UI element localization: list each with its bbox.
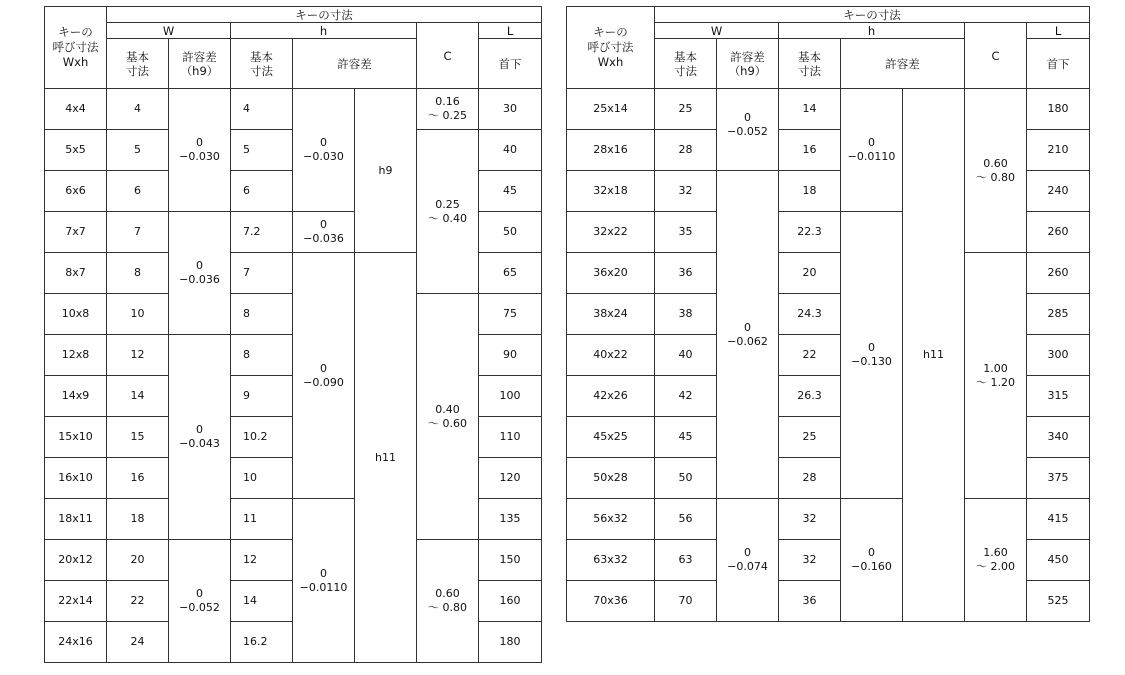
cell-c: 0.40 ～ 0.60	[417, 294, 479, 540]
header-w-basic: 基本 寸法	[107, 39, 169, 89]
cell-w: 4	[107, 89, 169, 130]
header-key-dims: キーの寸法	[655, 7, 1090, 23]
cell-l: 375	[1027, 458, 1090, 499]
cell-h: 5	[231, 130, 293, 171]
cell-l: 50	[479, 212, 542, 253]
cell-h: 11	[231, 499, 293, 540]
table-row	[567, 253, 1090, 294]
cell-l: 525	[1027, 581, 1090, 622]
header-h: h	[779, 23, 965, 39]
cell-h: 22	[779, 335, 841, 376]
cell-l: 160	[479, 581, 542, 622]
cell-wxh: 36x20	[567, 253, 655, 294]
cell-w-tol: 0 −0.052	[717, 89, 779, 171]
cell-l: 415	[1027, 499, 1090, 540]
cell-w-tol: 0 −0.074	[717, 499, 779, 622]
header-key-nominal: キーの 呼び寸法 Wxh	[567, 7, 655, 89]
cell-wxh: 15x10	[45, 417, 107, 458]
cell-wxh: 32x22	[567, 212, 655, 253]
cell-wxh: 38x24	[567, 294, 655, 335]
header-w-tol: 許容差 （h9）	[169, 39, 231, 89]
cell-l: 65	[479, 253, 542, 294]
cell-c: 1.60 ～ 2.00	[965, 499, 1027, 622]
header-c: C	[417, 23, 479, 89]
cell-w: 50	[655, 458, 717, 499]
cell-l: 150	[479, 540, 542, 581]
cell-w: 12	[107, 335, 169, 376]
cell-h: 8	[231, 294, 293, 335]
cell-h: 10.2	[231, 417, 293, 458]
cell-h: 16	[779, 130, 841, 171]
cell-h: 18	[779, 171, 841, 212]
cell-w: 6	[107, 171, 169, 212]
cell-h: 32	[779, 540, 841, 581]
header-w: W	[107, 23, 231, 39]
cell-w: 36	[655, 253, 717, 294]
header-key-dims: キーの寸法	[107, 7, 542, 23]
cell-l: 450	[1027, 540, 1090, 581]
cell-wxh: 10x8	[45, 294, 107, 335]
table-row	[567, 89, 1090, 130]
cell-w: 15	[107, 417, 169, 458]
cell-wxh: 40x22	[567, 335, 655, 376]
cell-w: 18	[107, 499, 169, 540]
cell-l: 135	[479, 499, 542, 540]
cell-h: 10	[231, 458, 293, 499]
key-dimension-table-right	[566, 6, 1090, 622]
header-h: h	[231, 23, 417, 39]
cell-w: 28	[655, 130, 717, 171]
cell-w: 35	[655, 212, 717, 253]
cell-h: 8	[231, 335, 293, 376]
cell-wxh: 18x11	[45, 499, 107, 540]
cell-wxh: 45x25	[567, 417, 655, 458]
cell-l: 260	[1027, 253, 1090, 294]
cell-l: 285	[1027, 294, 1090, 335]
cell-l: 210	[1027, 130, 1090, 171]
header-h-basic: 基本 寸法	[779, 39, 841, 89]
cell-w: 42	[655, 376, 717, 417]
cell-wxh: 6x6	[45, 171, 107, 212]
cell-h-class: h11	[903, 89, 965, 622]
cell-w: 38	[655, 294, 717, 335]
cell-c: 1.00 ～ 1.20	[965, 253, 1027, 499]
cell-w-tol: 0 −0.043	[169, 335, 231, 540]
table-row	[45, 89, 542, 130]
cell-c: 0.25 ～ 0.40	[417, 130, 479, 294]
cell-wxh: 50x28	[567, 458, 655, 499]
cell-wxh: 7x7	[45, 212, 107, 253]
cell-c: 0.60 ～ 0.80	[965, 89, 1027, 253]
cell-h: 14	[779, 89, 841, 130]
cell-h: 32	[779, 499, 841, 540]
cell-w: 70	[655, 581, 717, 622]
header-w-tol: 許容差 （h9）	[717, 39, 779, 89]
header-key-nominal: キーの 呼び寸法 Wxh	[45, 7, 107, 89]
cell-h: 26.3	[779, 376, 841, 417]
cell-l: 340	[1027, 417, 1090, 458]
cell-w: 40	[655, 335, 717, 376]
header-l-sub: 首下	[479, 39, 542, 89]
cell-w: 5	[107, 130, 169, 171]
cell-w: 22	[107, 581, 169, 622]
cell-wxh: 28x16	[567, 130, 655, 171]
cell-l: 315	[1027, 376, 1090, 417]
cell-wxh: 14x9	[45, 376, 107, 417]
cell-w-tol: 0 −0.030	[169, 89, 231, 212]
cell-wxh: 4x4	[45, 89, 107, 130]
cell-h: 9	[231, 376, 293, 417]
cell-h-class: h9	[355, 89, 417, 253]
cell-w: 20	[107, 540, 169, 581]
cell-h-tol: 0 −0.030	[293, 89, 355, 212]
cell-h: 28	[779, 458, 841, 499]
cell-w: 25	[655, 89, 717, 130]
cell-h-tol: 0 −0.0110	[293, 499, 355, 663]
cell-w: 16	[107, 458, 169, 499]
header-h-tol: 許容差	[293, 39, 417, 89]
cell-wxh: 25x14	[567, 89, 655, 130]
cell-l: 260	[1027, 212, 1090, 253]
cell-w: 8	[107, 253, 169, 294]
cell-wxh: 24x16	[45, 622, 107, 663]
header-l: L	[479, 23, 542, 39]
cell-l: 30	[479, 89, 542, 130]
header-w-basic: 基本 寸法	[655, 39, 717, 89]
cell-l: 120	[479, 458, 542, 499]
cell-h: 14	[231, 581, 293, 622]
cell-l: 100	[479, 376, 542, 417]
cell-h-tol: 0 −0.160	[841, 499, 903, 622]
cell-h: 4	[231, 89, 293, 130]
cell-l: 40	[479, 130, 542, 171]
cell-h: 20	[779, 253, 841, 294]
cell-h: 22.3	[779, 212, 841, 253]
cell-w-tol: 0 −0.062	[717, 171, 779, 499]
cell-h: 7.2	[231, 212, 293, 253]
cell-l: 300	[1027, 335, 1090, 376]
cell-h: 24.3	[779, 294, 841, 335]
cell-l: 180	[1027, 89, 1090, 130]
cell-w-tol: 0 −0.036	[169, 212, 231, 335]
cell-h: 25	[779, 417, 841, 458]
cell-wxh: 56x32	[567, 499, 655, 540]
cell-w: 32	[655, 171, 717, 212]
cell-c: 0.16 ～ 0.25	[417, 89, 479, 130]
cell-wxh: 12x8	[45, 335, 107, 376]
cell-wxh: 32x18	[567, 171, 655, 212]
cell-wxh: 8x7	[45, 253, 107, 294]
cell-l: 45	[479, 171, 542, 212]
header-h-tol: 許容差	[841, 39, 965, 89]
cell-h: 7	[231, 253, 293, 294]
cell-h-tol: 0 −0.036	[293, 212, 355, 253]
cell-h-tol: 0 −0.130	[841, 212, 903, 499]
cell-l: 90	[479, 335, 542, 376]
cell-h: 16.2	[231, 622, 293, 663]
cell-l: 180	[479, 622, 542, 663]
cell-h: 6	[231, 171, 293, 212]
cell-w: 7	[107, 212, 169, 253]
table-row	[567, 499, 1090, 540]
cell-wxh: 16x10	[45, 458, 107, 499]
cell-l: 240	[1027, 171, 1090, 212]
header-l: L	[1027, 23, 1090, 39]
cell-h: 36	[779, 581, 841, 622]
cell-h: 12	[231, 540, 293, 581]
cell-w: 63	[655, 540, 717, 581]
header-h-basic: 基本 寸法	[231, 39, 293, 89]
cell-c: 0.60 ～ 0.80	[417, 540, 479, 663]
cell-w: 14	[107, 376, 169, 417]
cell-wxh: 22x14	[45, 581, 107, 622]
cell-w: 45	[655, 417, 717, 458]
cell-l: 75	[479, 294, 542, 335]
cell-w: 56	[655, 499, 717, 540]
cell-h-tol: 0 −0.0110	[841, 89, 903, 212]
header-l-sub: 首下	[1027, 39, 1090, 89]
cell-wxh: 5x5	[45, 130, 107, 171]
cell-wxh: 63x32	[567, 540, 655, 581]
cell-wxh: 70x36	[567, 581, 655, 622]
cell-wxh: 20x12	[45, 540, 107, 581]
header-c: C	[965, 23, 1027, 89]
cell-h-tol: 0 −0.090	[293, 253, 355, 499]
cell-l: 110	[479, 417, 542, 458]
header-w: W	[655, 23, 779, 39]
cell-wxh: 42x26	[567, 376, 655, 417]
cell-w: 24	[107, 622, 169, 663]
cell-w: 10	[107, 294, 169, 335]
cell-h-class: h11	[355, 253, 417, 663]
key-dimension-table-left	[44, 6, 542, 663]
cell-w-tol: 0 −0.052	[169, 540, 231, 663]
